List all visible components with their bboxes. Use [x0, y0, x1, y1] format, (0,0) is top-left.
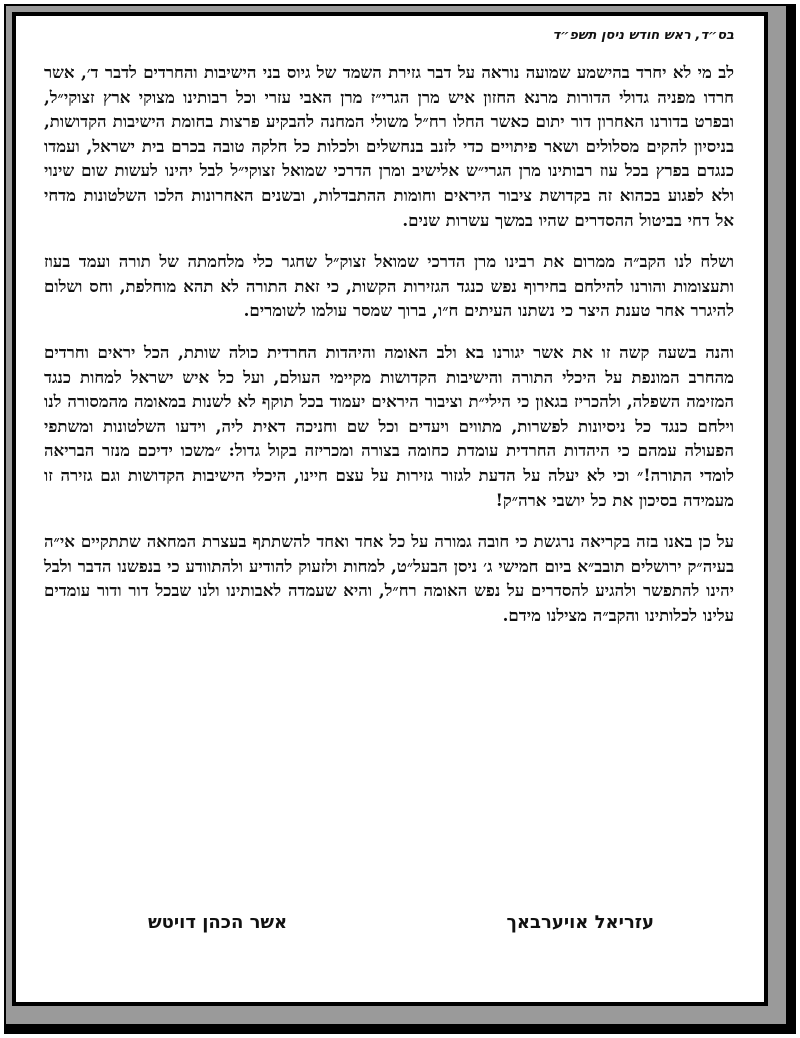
- paragraph-3: והנה בשעה קשה זו את אשר יגורנו בא ולב האומה והיהדות החרדית כולה שותת, הכל יראים וחרדים מהחרב המונפת על היכלי התורה והישיבות הקדושות מקיימי העולם, ועל כל איש ישראל למחות כנגד המזימה השפלה, ולהכריז בגאון כי הילי״ת וציבור היראים יעמוד בכל תוקף לא לשנות במאומה מהמסורה לנו וילחם כנגד כל ניסיונות לפשרות, מתווים ויעדים וכל שם וחניכה דאית ליה, וידעו השלטונות ומשתפי הפעולה עמהם כי היהדות החרדית עומדת כחומה בצורה ומכריזה בקול גדול: ״משכו ידיכם מנזר הבריאה לומדי התורה!״ וכי לא יעלה על הדעת לגזור גזירות על עצם חיינו, היכלי הישיבות הקדושות וגם גזירה זו מעמידה בסיכון את כל יושבי ארה״ק!: [44, 341, 734, 510]
- document-page: [16, 16, 764, 1002]
- signature-left: אשר הכהן דויטש: [148, 912, 288, 933]
- paragraph-2: ושלח לנו הקב״ה ממרום את רבינו מרן הדרכי שמואל זצוק״ל שחגר כלי מלחמתה של תורה ועמד בעוז ותעצומות והורנו להילחם בחירוף נפש כנגד הגזירות הקשות, כי זאת התורה לא תהא מוחלפת, וחס ושלום להיגרר אחר טענת היצר כי נשתנו העיתים ח״ו, ברוך שמסר עולמו לשומרים.: [44, 251, 734, 321]
- signatures: [16, 912, 764, 933]
- dateline: בס״ד, ראש חודש ניסן תשפ״ד: [552, 28, 734, 43]
- paragraph-4: על כן באנו בזה בקריאה נרגשת כי חובה גמורה על כל אחד ואחד להשתתף בעצרת המחאה שתתקיים אי״ה בעיה״ק ירושלים תובב״א ביום חמישי ג׳ ניסן הבעל״ט, למחות ולזעוק להודיע ולהתוודע כי בנפשנו הדבר ולבל יהינו להתפשר ולהגיע להסדרים על נפש האומה רח״ל, והיא שעמדה לאבותינו ולנו שבכל דור ודור עומדים עלינו לכלותינו והקב״ה מצילנו מידם.: [44, 531, 734, 625]
- paragraph-1: לב מי לא יחרד בהישמע שמועה נוראה על דבר גזירת השמד של גיוס בני הישיבות והחרדים לדבר ד׳, אשר חרדו מפניה גדולי הדורות מרנא החזון איש מרן הגרי״ז מרן האבי עזרי וכל רבותינו מצוקי ארץ זצוקי״ל, ובפרט בדורנו האחרון דור יתום כאשר החלו רח״ל משולי המחנה להבקיע פרצות בחומת הישיבות הקדושות, בניסיון להקים מסלולים ושאר פיתויים כדי לזנב בנחשלים ולכלות כל חלקה טובה בכרם בית ישראל, ועמדו כנגדם בפרץ בכל עוז רבותינו מרן הגרי״ש אלישיב ומרן הדרכי שמואל זצוקי״ל לבל יהינו לעשות שום שינוי ולא לפגוע בכהוא זה בקדושת ציבור היראים וחומות ההתבדלות, ובשנים האחרונות הלכו השלטונות מדחי אל דחי בביטול ההסדרים שהיו במשך עשרות שנים.: [44, 62, 734, 230]
- signature-right: עזריאל אויערבאך: [506, 912, 654, 933]
